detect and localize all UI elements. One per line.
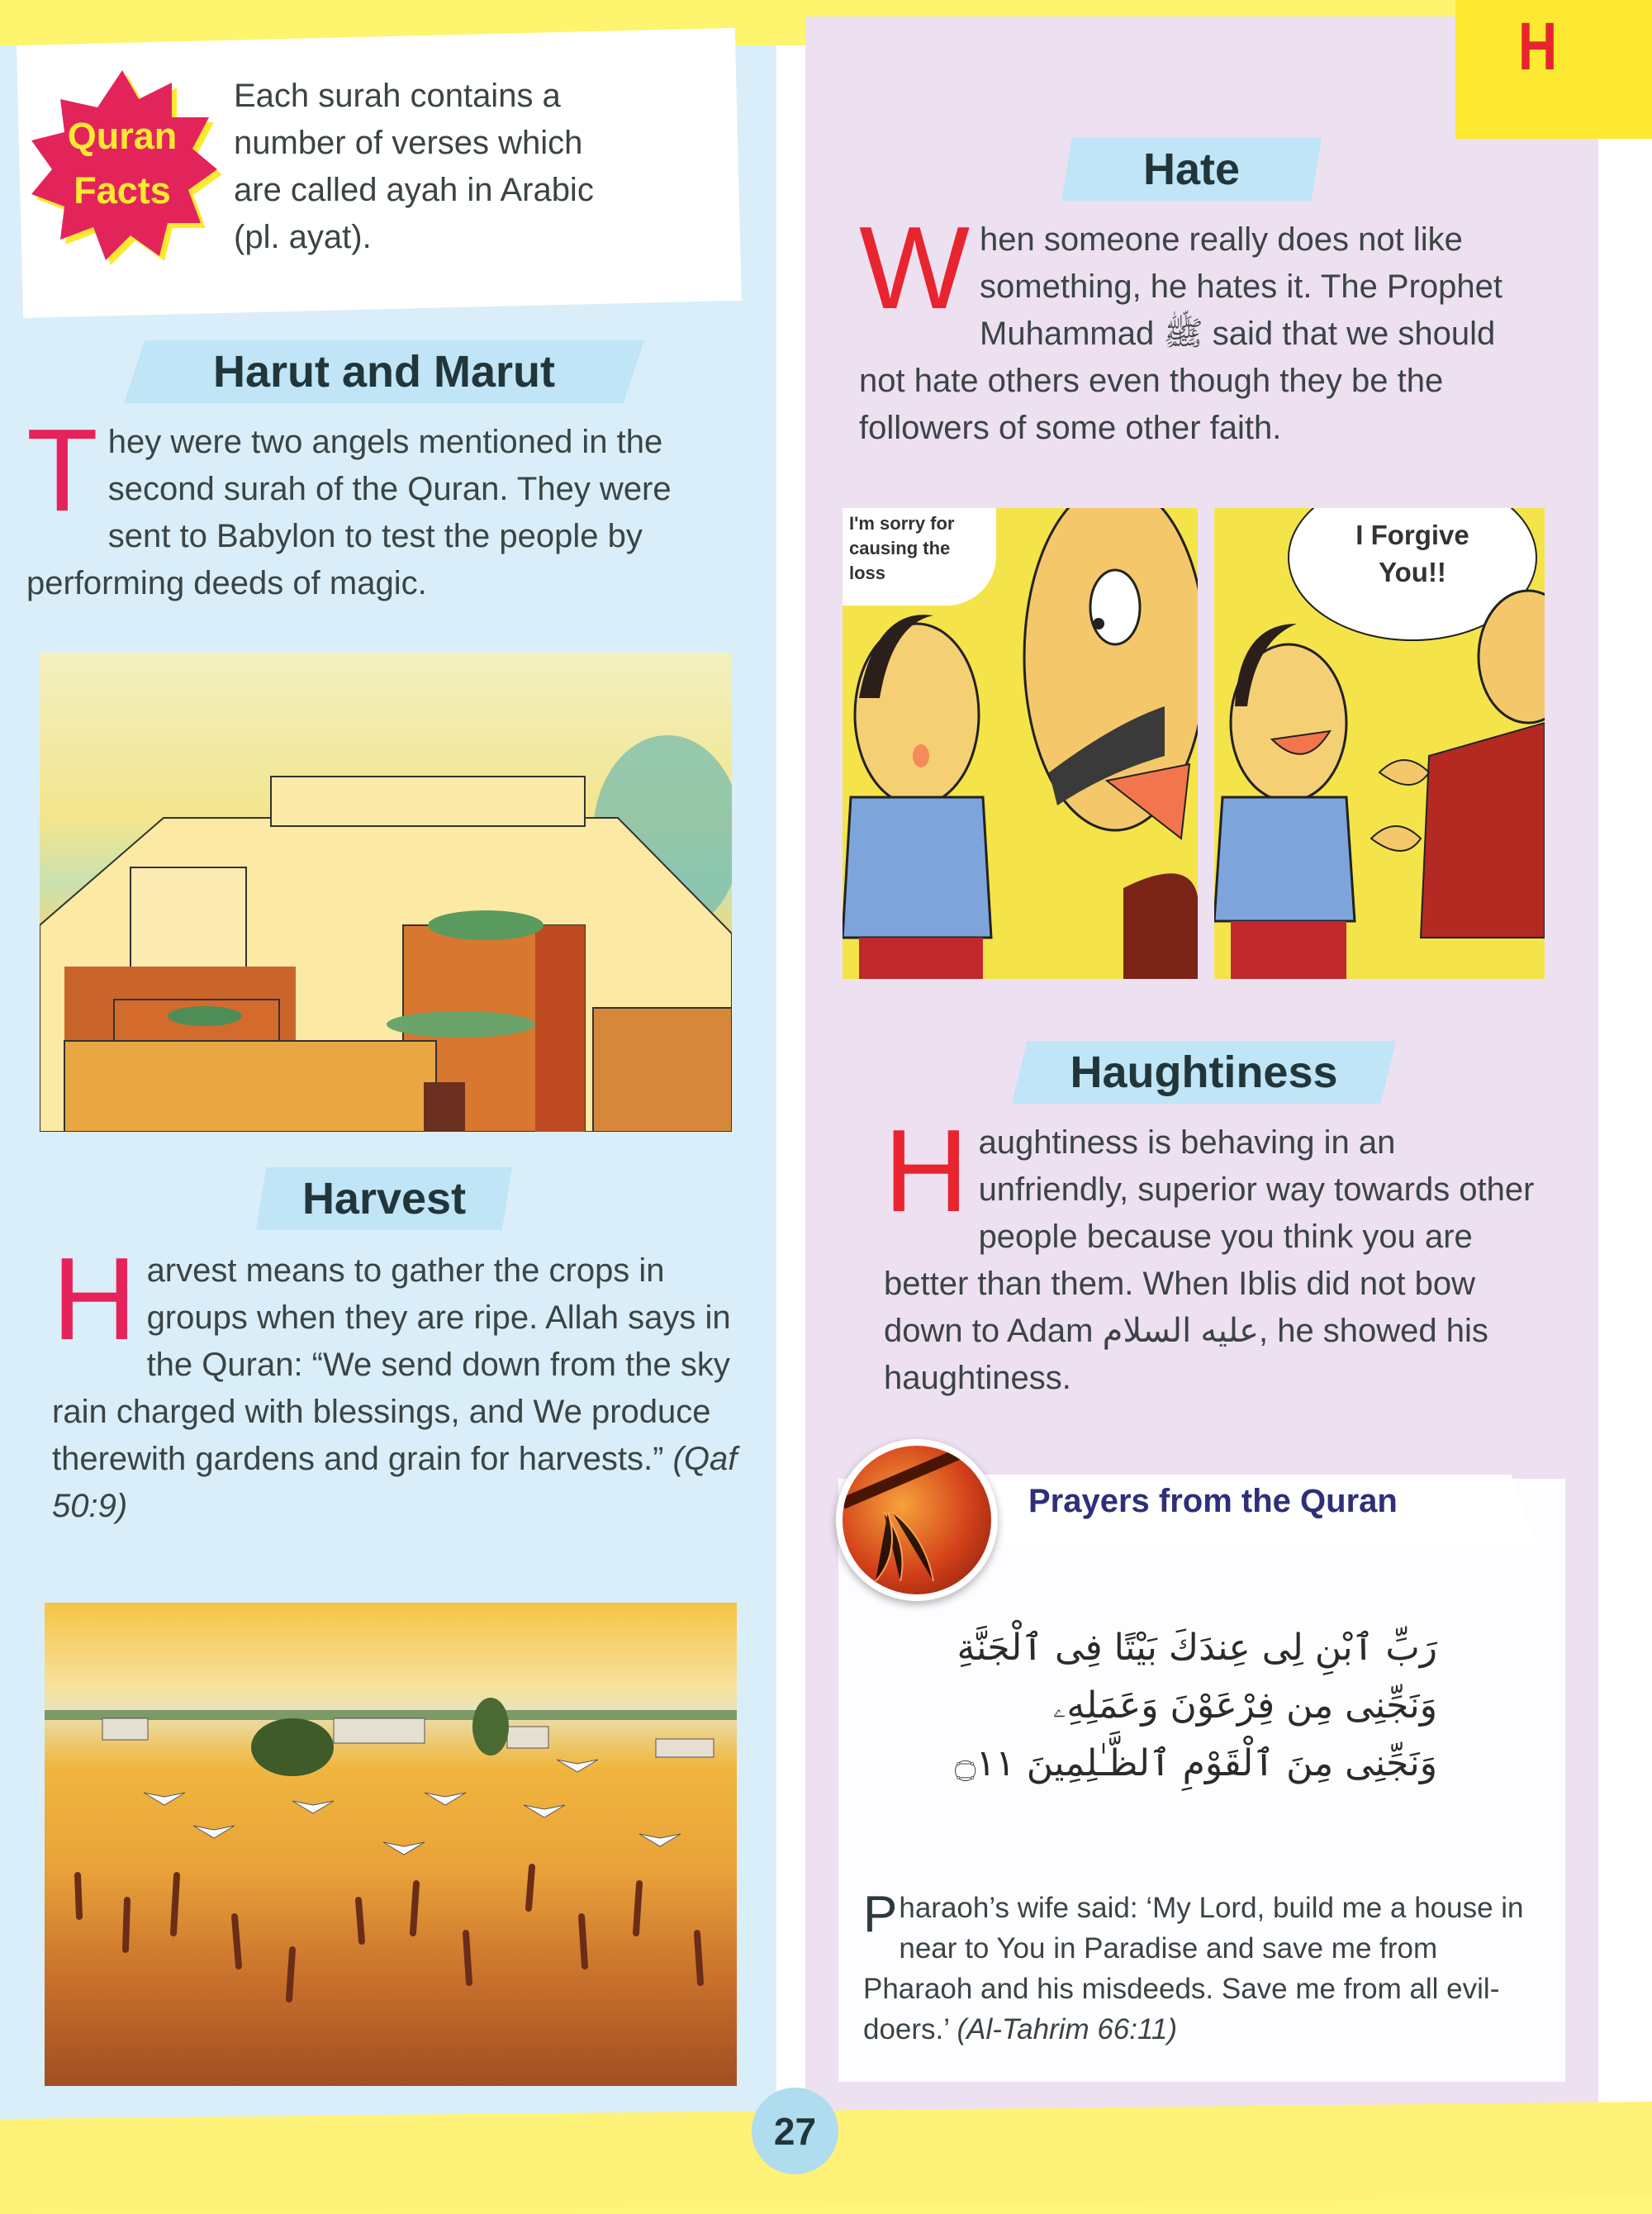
facts-line: number of verses which bbox=[234, 125, 583, 161]
badge-line-2: Facts bbox=[74, 169, 171, 211]
section-heading-harvest bbox=[256, 1167, 512, 1230]
quran-wheat-icon bbox=[836, 1439, 998, 1601]
section-heading-haughtiness bbox=[1012, 1041, 1396, 1104]
translation-text: haraoh’s wife said: ‘My Lord, build me a house in near to You in Paradise and save me from Pharaoh and his misdeeds. Save me from all evil-doers.’ bbox=[863, 1892, 1524, 2045]
section-heading-harut-marut bbox=[124, 340, 644, 403]
speech-bubble-forgive: I Forgive You!! bbox=[1355, 520, 1469, 587]
heading-text: Harvest bbox=[301, 1174, 467, 1223]
prayers-citation: (Al-Tahrim 66:11) bbox=[957, 2013, 1177, 2045]
dropcap: H bbox=[884, 1105, 969, 1237]
wheat-field-image bbox=[45, 1603, 737, 2086]
badge-line-1: Quran bbox=[67, 115, 178, 157]
harvest-body bbox=[52, 1233, 738, 1530]
speech-bubble-apology: I'm sorry for causing the loss bbox=[843, 508, 996, 606]
right-margin bbox=[1598, 132, 1652, 2115]
ziggurat-image bbox=[40, 653, 732, 1132]
dropcap: P bbox=[863, 1886, 898, 1943]
quran-facts-badge bbox=[23, 66, 221, 264]
column-gutter bbox=[776, 45, 805, 2127]
quran-facts-badge-label bbox=[23, 109, 221, 218]
paragraph-text: hen someone really does not like something, he hates it. The Prophet Muhammad ﷺ said that we should not hate others even though they be the followers of some other faith. bbox=[859, 221, 1503, 446]
heading-text: Haughtiness bbox=[1070, 1048, 1338, 1097]
dropcap: H bbox=[52, 1233, 137, 1365]
haughtiness-body bbox=[884, 1105, 1545, 1402]
facts-line: Each surah contains a bbox=[234, 78, 561, 114]
harvest-illustration bbox=[45, 1603, 737, 2086]
comic-characters-1 bbox=[843, 508, 1198, 979]
paragraph-text: aughtiness is behaving in an unfriendly, superior way towards other people because you think you are better than them. When Iblis did not bow down to Adam عليه السلام, he showed his haughtiness. bbox=[884, 1124, 1535, 1396]
prayers-title: Prayers from the Quran bbox=[1028, 1483, 1398, 1519]
arabic-line: وَنَجِّنِى مِن فِرْعَوْنَ وَعَمَلِهِۦ bbox=[1052, 1684, 1437, 1727]
heading-text: Harut and Marut bbox=[212, 347, 556, 397]
prayers-translation bbox=[863, 1888, 1540, 2050]
arabic-line: وَنَجِّنِى مِنَ ٱلْقَوْمِ ٱلظَّـٰلِمِينَ ۝١١ bbox=[954, 1742, 1437, 1784]
harut-marut-illustration bbox=[40, 653, 732, 1132]
comic-panel-2 bbox=[1214, 508, 1545, 979]
harut-marut-body bbox=[26, 405, 737, 607]
heading-text: Hate bbox=[1142, 145, 1241, 194]
quran-facts-text bbox=[234, 73, 729, 261]
hate-body bbox=[859, 202, 1545, 452]
facts-line: are called ayah in Arabic bbox=[234, 172, 594, 208]
facts-line: (pl. ayat). bbox=[234, 219, 372, 255]
section-heading-hate bbox=[1061, 138, 1322, 201]
comic-strip bbox=[843, 508, 1545, 979]
paragraph-text: arvest means to gather the crops in groups when they are ripe. Allah says in the Quran: “We send down from the sky rain charged with blessings, and We produce therewith gardens and grain for harvests.” bbox=[52, 1252, 731, 1477]
wheat-icon bbox=[843, 1446, 978, 1581]
arabic-verse bbox=[942, 1619, 1437, 1793]
harvest-citation: (Qaf 50:9) bbox=[52, 1441, 738, 1524]
paragraph-text: hey were two angels mentioned in the second surah of the Quran. They were sent to Babylon to test the people by performing deeds of magic. bbox=[26, 424, 672, 601]
letter-index-label: H bbox=[1517, 9, 1558, 84]
dropcap: W bbox=[859, 202, 971, 334]
letter-index-tab bbox=[1455, 0, 1652, 139]
dropcap: T bbox=[26, 405, 98, 536]
page-number: 27 bbox=[752, 2088, 838, 2174]
comic-panel-1 bbox=[843, 508, 1198, 979]
arabic-line: رَبِّ ٱبْنِ لِى عِندَكَ بَيْتًا فِى ٱلْجَنَّةِ bbox=[957, 1627, 1437, 1669]
